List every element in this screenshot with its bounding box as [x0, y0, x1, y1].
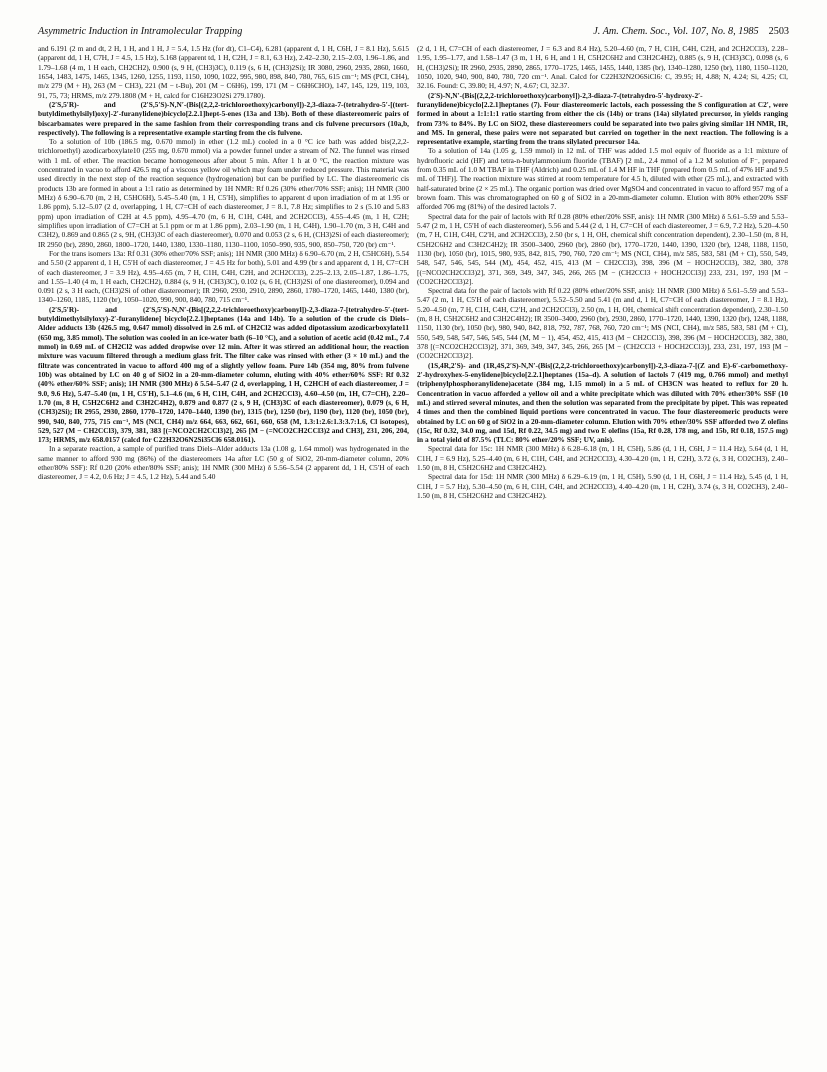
paragraph: Spectral data for the pair of lactols with Rf 0.22 (80% ether/20% SSF, anis): 1H NMR (300 MHz) δ 5.61–5.59 and 5.53–5.47 (2 m, 1 H, C5′H of each diastereomer), 5.52–5.50 and 5.41 (m and d, 1 H, C7=CH of each diastereomer, J = 8.1 Hz), 5.20–4.50 (m, 7 H, C1H, C4H, C2′H, and 2CH2CCl3), 2.50 (m, 1 H, OH, chemical shift concentration dependent), 2.30–1.50 (m, 8 H, C5H2C6H2 and C3H2C4H2); IR 3500–3400, 2960 (br), 2930, 2860, 1770–1720, 1440, 1390, 1320 (br), 1248, 1188, 1150, 1130 (br), 1050 (br), 980, 940, 842, 818, 792, 787, 768, 760, 720 cm⁻¹; MS (NCI, CH4), m/z 585, 583, 581 (M + Cl), 550, 549, 548, 547, 546, 545, 544 (M, M − 1), 454, 452, 415, 413 (M − CH2CCl3), 398, 396 (M − HOCH2CCl3), 382, 380, 378 [(=NCO2CH2CCl3)2], 371, 369, 349, 347, 345, 266, 265 [M − (CH2CCl3 + HOCH2CCl3)], 233, 231, 197, 193 [M − (CO2CH2CCl3)2]. — [417, 286, 788, 361]
compound-heading-paragraph: (2′S,5′R)- and (2′S,5′S)-N,N′-(Bis[(2,2,2-trichloroethoxy)carbonyl])-2,3-diaza-7-[tetrahydro-5′-(tert-butyldimethylsilyloxy)-2′-furanylidene] bicyclo[2.2.1]heptanes (14a and 14b). To a solution of the crude cis Diels–Alder adducts 13b (426.5 mg, 0.647 mmol) dissolved in 2.6 mL of CH2Cl2 was added dipotassium azodicarboxylate11 (650 mg, 3.85 mmol). The solution was cooled in an ice-water bath (6–10 °C), and a solution of acetic acid (0.42 mL, 7.4 mmol) in 0.69 mL of CH2Cl2 was added dropwise over 12 min. After it was stirred an additional hour, the reaction mixture was vacuum filtered through a medium glass frit. The filter cake was rinsed with ether (3 × 10 mL) and the filtrate was concentrated in vacuo to afford 400 mg of a slightly yellow foam. Pure 14b (354 mg, 80% from fulvene 10b) was obtained by LC on 40 g of SiO2 in a 20-mm-diameter column, eluting with 40% ether/60% SSF: Rf 0.32 (40% ether/60% SSF; anis); 1H NMR (300 MHz) δ 5.54–5.47 (2 d, overlapping, 1 H, C2HCH of each diastereomer, J = 9.0, 9.6 Hz), 5.47–5.40 (m, 1 H, C5′H), 5.1–4.6 (m, 6 H, C1H, C4H, and 2CH2CCl3), 4.60–4.50 (m, 1H, C7=CH), 2.20–1.70 (m, 8 H, C5H2C6H2 and C3H2C4H2), 0.879 and 0.877 (2 s, 9 H, (CH3)3C of each diastereomer), 0.079 (s, 6 H, (CH3)2Si); IR 2955, 2930, 2860, 1770–1720, 1470–1440, 1390 (br), 1315 (br), 1250 (br), 1190 (br), 1120 (br), 1050 (br), 990, 940, 840, 775, 715 cm⁻¹, MS (NCI, CH4) m/z 664, 663, 662, 661, 660, 658 (M, 1.3:1:2.6:1.3:3.7:1.6, Cl isotopes), 529, 527 (M − CH2CCl3), 379, 381, 383 [(=NCO2CH2CCl3)2], 265 [M − (=NCO2CH2CCl3)2 and CH3], 231, 206, 204, 173; HRMS, m/z 658.0157 (calcd for C22H32O6N2Si35Cl6 658.0161). — [38, 304, 409, 445]
page-number: 2503 — [768, 26, 789, 37]
running-header — [38, 26, 789, 40]
compound-heading-paragraph: (1S,4R,2′S)- and (1R,4S,2′S)-N,N′-(Bis[(2,2,2-trichloroethoxy)carbonyl])-2,3-diaza-7-[(Z and E)-6′-carbomethoxy-2′-hydroxyhex-5-enylidene]bicyclo[2.2.1]heptanes (15a–d). A solution of lactols 7 (419 mg, 0.766 mmol) and methyl (triphenylphosphoranylidene)acetate (384 mg, 1.15 mmol) in a 5 mL of CH3CN was heated to reflux for 20 h. Concentration in vacuo afforded a yellow oil and a white precipitate which was diluted with 70% ether/30% SSF (10 mL) and stirred several minutes, and then the solution was separated from the precipitate by pipet. This was repeated 4 times and then the combined liquid portions were concentrated in vacuo. The four diastereomeric products were obtained by LC on 60 g of SiO2 in a 20-mm-diameter column. Elution with 70% ether/30% SSF afforded two Z olefins (15c, Rf 0.32, 34.0 mg, and 15d, Rf 0.22, 34.5 mg) and two E olefins (15a, Rf 0.28, 178 mg, and 15b, Rf 0.18, 157.5 mg) in a total yield of 87.5% (TLC: 80% ether/20% SSF; UV, anis). — [417, 360, 788, 445]
right-column — [417, 44, 788, 1054]
paragraph: In a separate reaction, a sample of purified trans Diels–Alder adducts 13a (1.08 g, 1.64 mmol) was hydrogenated in the same manner to afford 930 mg (86%) of the diastereomers 14a after LC (50 g of SiO2, 20-mm-diameter column, 20% ether/80% SSF): Rf 0.20 (20% ether/80% SSF; anis); 1H NMR (300 MHz) δ 5.56–5.54 (2 apparent dd, 1 H, C5′H of each diastereomer, J = 4.2, 0.6 Hz; J = 4.5, 1.2 Hz), 5.44 and 5.40 — [38, 444, 409, 482]
paragraph: and 6.191 (2 m and dt, 2 H, 1 H, and 1 H, J = 5.4, 1.5 Hz (for dt), C1–C4), 6.281 (apparent d, 1 H, C6H, J = 8.1 Hz), 5.615 (apparent dd, 1 H, C7H, J = 4.5, 1.5 Hz), 5.168 (apparent td, 1 H, C2H, J = 8.1, 6.3 Hz), 2.42–2.30, 2.15–2.03, 1.96–1.86, and 1.79–1.68 (4 m, 1 H each, CH2CH2), 0.900 (s, 9 H, (CH3)3C), 0.119 (s, 6 H, (CH3)2Si); IR 3080, 2960, 2935, 2860, 1660, 1654, 1483, 1475, 1465, 1345, 1260, 1255, 1193, 1150, 1090, 1022, 995, 980, 898, 840, 780, 765, 615 cm⁻¹; MS (PCI, CH4), m/z 279 (M + H), 263 (M − CH3), 221 (M − t-Bu), 201 (M − C6H6), 199, 171 (M − C6H6CHO), 147, 145, 129, 119, 103, 91, 75, 73; HRMS, m/z 279.1808 (M + H, calcd for C16H23O2Si 279.1780). — [38, 44, 409, 100]
paragraph: For the trans isomers 13a: Rf 0.31 (30% ether/70% SSF; anis); 1H NMR (300 MHz) δ 6.90–6.70 (m, 2 H, C5HC6H), 5.54 and 5.50 (2 apparent d, 1 H, C5′H of each diastereomer, J = 4.5 Hz for both), 5.01 and 4.99 (br s and apparent d, 1 H, C7=CH of each diastereomer, J = 3.9 Hz), 4.95–4.65 (m, 7 H, C1H, C4H, C2H, and 2CH2CCl3), 2.25–2.13, 2.05–1.87, 1.86–1.75, and 1.55–1.40 (4 m, 1 H each, CH2CH2), 0.884 (s, 9 H, (CH3)3C), 0.102 (s, 6 H, (CH3)2Si of one diastereomer), 0.094 and 0.091 (2 s, 3 H each, (CH3)2Si of other diastereomer); IR 2960, 2930, 2910, 2890, 2860, 1780–1720, 1465, 1440, 1380 (br), 1340–1260, 1185, 1120 (br), 1050–1020, 990, 900, 840, 780, 715 cm⁻¹. — [38, 248, 409, 305]
paragraph: (2 d, 1 H, C7=CH of each diastereomer, J = 6.3 and 8.4 Hz), 5.20–4.60 (m, 7 H, C1H, C4H, C2H, and 2CH2CCl3), 2.28–1.95, 1.95–1.77, and 1.58–1.47 (3 m, 1 H, 6 H, and 1 H, C5H2C6H2 and C3H2C4H2), 0.885 (s, 9 H, (CH3)3C), 0.098 (s, 6 H, (CH3)2Si); IR 2960, 2935, 2890, 2865, 1770–1725, 1465, 1455, 1440, 1385 (br), 1340–1280, 1250 (br), 1180, 1150–1120, 1050, 1020, 940, 900, 840, 780, 720 cm⁻¹. Anal. Calcd for C22H32N2O6SiCl6: C, 39.95; H, 4.88; N, 4.24; Si, 4.25; Cl, 32.16. Found: C, 39.80; H, 4.97; N, 4.67; Cl, 32.37. — [417, 44, 788, 91]
compound-heading-paragraph: (2′S,5′R)- and (2′S,5′S)-N,N′-(Bis[(2,2,2-trichloroethoxy)carbonyl])-2,3-diaza-7-(tetrahydro-5′-[(tert-butyldimethylsilyl)oxy]-2′-furanylidene)bicyclo[2.2.1]hept-5-enes (13a and 13b). Both of these diastereomeric pairs of biscarbamates were prepared in the same fashion from their corresponding trans and cis fulvene precursors (10a,b, respectively). The following is a representative example starting from the cis fulvene. — [38, 99, 409, 137]
paragraph: Spectral data for 15d: 1H NMR (300 MHz) δ 6.29–6.19 (m, 1 H, C5H), 5.90 (d, 1 H, C6H, J = 11.4 Hz), 5.45 (d, 1 H, C1H, J = 5.7 Hz), 5.30–4.50 (m, 6 H, C1H, C4H, and 2CH2CCl3), 4.40–4.20 (m, 1 H, C2H), 3.74 (s, 3 H, CO2CH3), 2.40–1.50 (m, 8 H, C5H2C6H2 and C3H2C4H2). — [417, 472, 788, 500]
journal-citation — [593, 26, 789, 37]
journal-reference: J. Am. Chem. Soc., Vol. 107, No. 8, 1985 — [593, 26, 759, 37]
left-column — [38, 44, 409, 1054]
paragraph: Spectral data for the pair of lactols with Rf 0.28 (80% ether/20% SSF, anis): 1H NMR (300 MHz) δ 5.61–5.59 and 5.53–5.47 (2 m, 1 H, C5′H of each diastereomer), 5.56 and 5.44 (2 d, 1 H, C7=CH of each diastereomer, J = 6.9, 7.2 Hz), 5.20–4.50 (m, 7 H, C1H, C4H, C2′H, and 2CH2CCl3), 2.50 (br s, 1 H, OH, chemical shift concentration dependent), 2.30–1.50 (m, 8 H, C5H2C6H2 and C3H2C4H2); IR 3500–3400, 2960 (br), 2860 (br), 1770–1720, 1440, 1390, 1320 (br), 1248, 1188, 1150, 1130 (br), 1050 (br), 1015, 980, 935, 842, 815, 790, 760, 720 cm⁻¹; MS (NCI, CH4), m/z 585, 583, 581 (M + Cl), 550, 549, 548, 547, 546, 545, 544 (M), 454, 452, 415, 413 (M − CH2CCl3), 398, 396 (M − HOCH2CCl3), 382, 380, 378 [(=NCO2CH2CCl3)2], 371, 369, 349, 347, 345, 266, 265 [M − (CH2CCl3 + HOCH2CCl3)] 233, 231, 197, 193 [M − (CO2CH2CCl3)2]. — [417, 211, 788, 286]
paragraph: To a solution of 14a (1.05 g, 1.59 mmol) in 12 mL of THF was added 1.5 mol equiv of fluoride as a 1:1 mixture of hydrofluoric acid (HF) and tetra-n-butylammonium fluoride (TBAF) [2 mL, 2.4 mmol of a 1.2 M solution of F⁻, prepared from 0.35 mL of 1.0 M TBAF in THF (Aldrich) and 0.25 mL of 1.4 M HF in THF (prepared from 0.5 mL of 47% HF and 9.5 mL of THF)]. The reaction mixture was stirred at room temperature for 4.5 h, diluted with ether (25 mL), and extracted with half-saturated brine (2 × 25 mL). The organic portion was dried over MgSO4 and concentrated in vacuo to afford 957 mg of a brown foam. This was chromatographed on 60 g of SiO2 in a 20-mm-diameter column. Elution with 80% ether/20% SSF afforded 706 mg (81%) of the desired lactols 7. — [417, 146, 788, 212]
compound-heading-paragraph: (2′S)-N,N′-(Bis[(2,2,2-trichloroethoxy)carbonyl])-2,3-diaza-7-(tetrahydro-5′-hydroxy-2′-furanylidene)bicyclo[2.2.1]heptanes (7). Four diastereomeric lactols, each possessing the S configuration at C2′, were formed in about a 1:1:1:1 ratio starting from either the cis (14b) or trans (14a) silylated precursor, in yields ranging from 73% to 84%. By LC on SiO2, these diastereomers could be separated into two pairs giving similar 1H NMR, IR, and MS. In general, these pairs were not separated but carried on together in the next reaction. The following is a representative example, starting from the trans silylated precursor 14a. — [417, 90, 788, 147]
paragraph: To a solution of 10b (186.5 mg, 0.670 mmol) in ether (1.2 mL) cooled in a 0 °C ice bath was added bis(2,2,2-trichloroethyl) azodicarboxylate10 (255 mg, 0.670 mmol) via a powder funnel under a stream of N2. The funnel was rinsed with 1 mL of ether. The reaction became homogeneous after about 5 min. After 1 h at 0 °C, the reaction mixture was concentrated in vacuo to afford 426.5 mg of a viscous yellow oil which may foam under reduced pressure. This material was used directly in the next step of the reaction sequence (hydrogenation) but can be purified by LC. The diastereomeric cis products 13b are formed in about a 1:1 ratio as determined by 1H NMR: Rf 0.26 (30% ether/70% SSF; anis); 1H NMR (300 MHz) δ 6.90–6.70 (m, 2 H, C5HC6H), 5.45–5.40 (m, 1 H, C5′H), simplifies to apparent d upon irradiation of m at 1.95 or 1.86 ppm), 5.12–5.07 (2 d, overlapping, 1 H, C7=CH of each diastereomer, J = 8.1, 7.8 Hz; simplifies to 2 s (5.10 and 5.83 ppm) upon irradiation of C2H at 4.5 ppm), 4.95–4.70 (m, 6 H, C1H, C4H, and 2CH2CCl3), 4.55–4.45 (m, 1 H, C2H; simplifies upon irradiation of C7=CH at 5.1 ppm or m at 1.86 ppm), 2.03–1.90 (m, 1 H, C4H), 1.90–1.70 (m, 3 H, C4H and C3H2), 0.869 and 0.865 (2 s, 9H, (CH3)3C of each diastereomer), 0.070 and 0.053 (2 s, 6 H, (CH3)2Si of each diastereomer); IR 2950 (br), 2890, 2860, 1800–1720, 1440, 1380, 1330–1180, 1130–1100, 1050–990, 935, 900, 850–750, 720 (br) cm⁻¹. — [38, 137, 409, 249]
running-title: Asymmetric Induction in Intramolecular Trapping — [38, 26, 243, 37]
paragraph: Spectral data for 15c: 1H NMR (300 MHz) δ 6.28–6.18 (m, 1 H, C5H), 5.86 (d, 1 H, C6H, J = 11.4 Hz), 5.64 (d, 1 H, C1H, J = 6.9 Hz), 5.25–4.40 (m, 6 H, C1H, C4H, and 2CH2CCl3), 4.30–4.20 (m, 1 H, C2H), 3.72 (s, 3 H, CO2CH3), 2.40–1.50 (m, 8 H, C5H2C6H2 and C3H2C4H2). — [417, 444, 788, 473]
